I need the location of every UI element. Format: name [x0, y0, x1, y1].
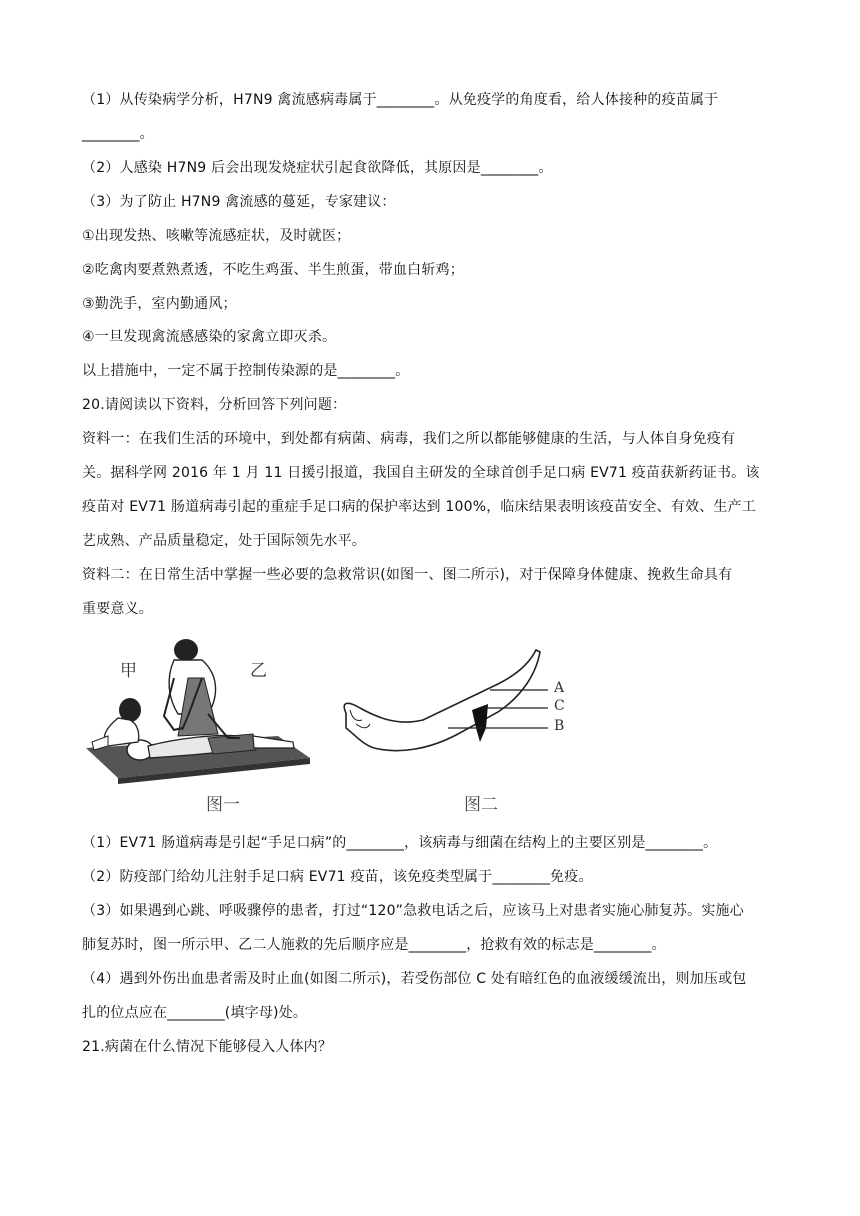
- rescuer-jia-body: [104, 718, 138, 746]
- q21-title: 21.病菌在什么情况下能够侵入人体内？: [82, 1039, 333, 1055]
- label-c: C: [554, 698, 565, 714]
- q19-item-2: ②吃禽肉要煮熟煮透，不吃生鸡蛋、半生煎蛋，带血白斩鸡；: [82, 262, 464, 278]
- q19-part1-line2: ________。: [82, 126, 154, 142]
- q20-material1-line2: 关。据科学网 2016 年 1 月 11 日援引报道，我国自主研发的全球首创手足口病 EV71 疫苗获新药证书。该: [82, 465, 760, 481]
- q19-part4: 以上措施中，一定不属于控制传染源的是________。: [82, 363, 410, 379]
- q20-material1-line1: 资料一：在我们生活的环境中，到处都有病菌、病毒，我们之所以都能够健康的生活，与人体自身免疫有: [82, 431, 736, 447]
- q20-material2-line1: 资料二：在日常生活中掌握一些必要的急救常识(如图一、图二所示)，对于保障身体健康、挽救生命具有: [82, 567, 733, 583]
- q19-item-3: ③勤洗手，室内勤通风；: [82, 296, 237, 312]
- q20-material2-line2: 重要意义。: [82, 601, 153, 617]
- rescuer-yi-head: [174, 639, 198, 661]
- first-aid-figure: [78, 638, 598, 823]
- q19-item-4: ④一旦发现禽流感感染的家禽立即灭杀。: [82, 329, 337, 345]
- first-aid-illustration: [78, 638, 598, 823]
- label-a: A: [554, 680, 565, 696]
- label-yi: 乙: [250, 661, 267, 681]
- leg-outline: [344, 650, 540, 751]
- q20-sub3-line1: （3）如果遇到心跳、呼吸骤停的患者，打过“120”急救电话之后，应该马上对患者实施心肺复苏。实施心: [82, 903, 744, 919]
- q20-material1-line4: 艺成熟、产品质量稳定，处于国际领先水平。: [82, 533, 366, 549]
- label-jia: 甲: [120, 661, 137, 681]
- label-b: B: [554, 718, 565, 734]
- q20-sub4-line1: （4）遇到外伤出血患者需及时止血(如图二所示)，若受伤部位 C 处有暗红色的血液缓缓流出，则加压或包: [82, 971, 747, 987]
- q19-item-1: ①出现发热、咳嗽等流感症状，及时就医；: [82, 228, 351, 244]
- q20-sub4-line2: 扎的位点应在________(填字母)处。: [82, 1005, 308, 1021]
- caption-figure-2: 图二: [464, 795, 498, 815]
- q19-part3: （3）为了防止 H7N9 禽流感的蔓延，专家建议：: [82, 194, 396, 210]
- q20-sub2: （2）防疫部门给幼儿注射手足口病 EV71 疫苗，该免疫类型属于________免疫。: [82, 869, 593, 885]
- q20-sub3-line2: 肺复苏时，图一所示甲、乙二人施救的先后顺序应是________，抢救有效的标志是________。: [82, 937, 666, 953]
- q19-part1-line1: （1）从传染病学分析，H7N9 禽流感病毒属于________。从免疫学的角度看，给人体接种的疫苗属于: [82, 92, 719, 108]
- q20-sub1: （1）EV71 肠道病毒是引起“手足口病”的________，该病毒与细菌在结构上的主要区别是________。: [82, 835, 718, 851]
- caption-figure-1: 图一: [206, 795, 240, 815]
- q20-material1-line3: 疫苗对 EV71 肠道病毒引起的重症手足口病的保护率达到 100%，临床结果表明该疫苗安全、有效、生产工: [82, 499, 757, 515]
- q19-part2: （2）人感染 H7N9 后会出现发烧症状引起食欲降低，其原因是________。: [82, 160, 553, 176]
- q20-title: 20.请阅读以下资料，分析回答下列问题：: [82, 397, 347, 413]
